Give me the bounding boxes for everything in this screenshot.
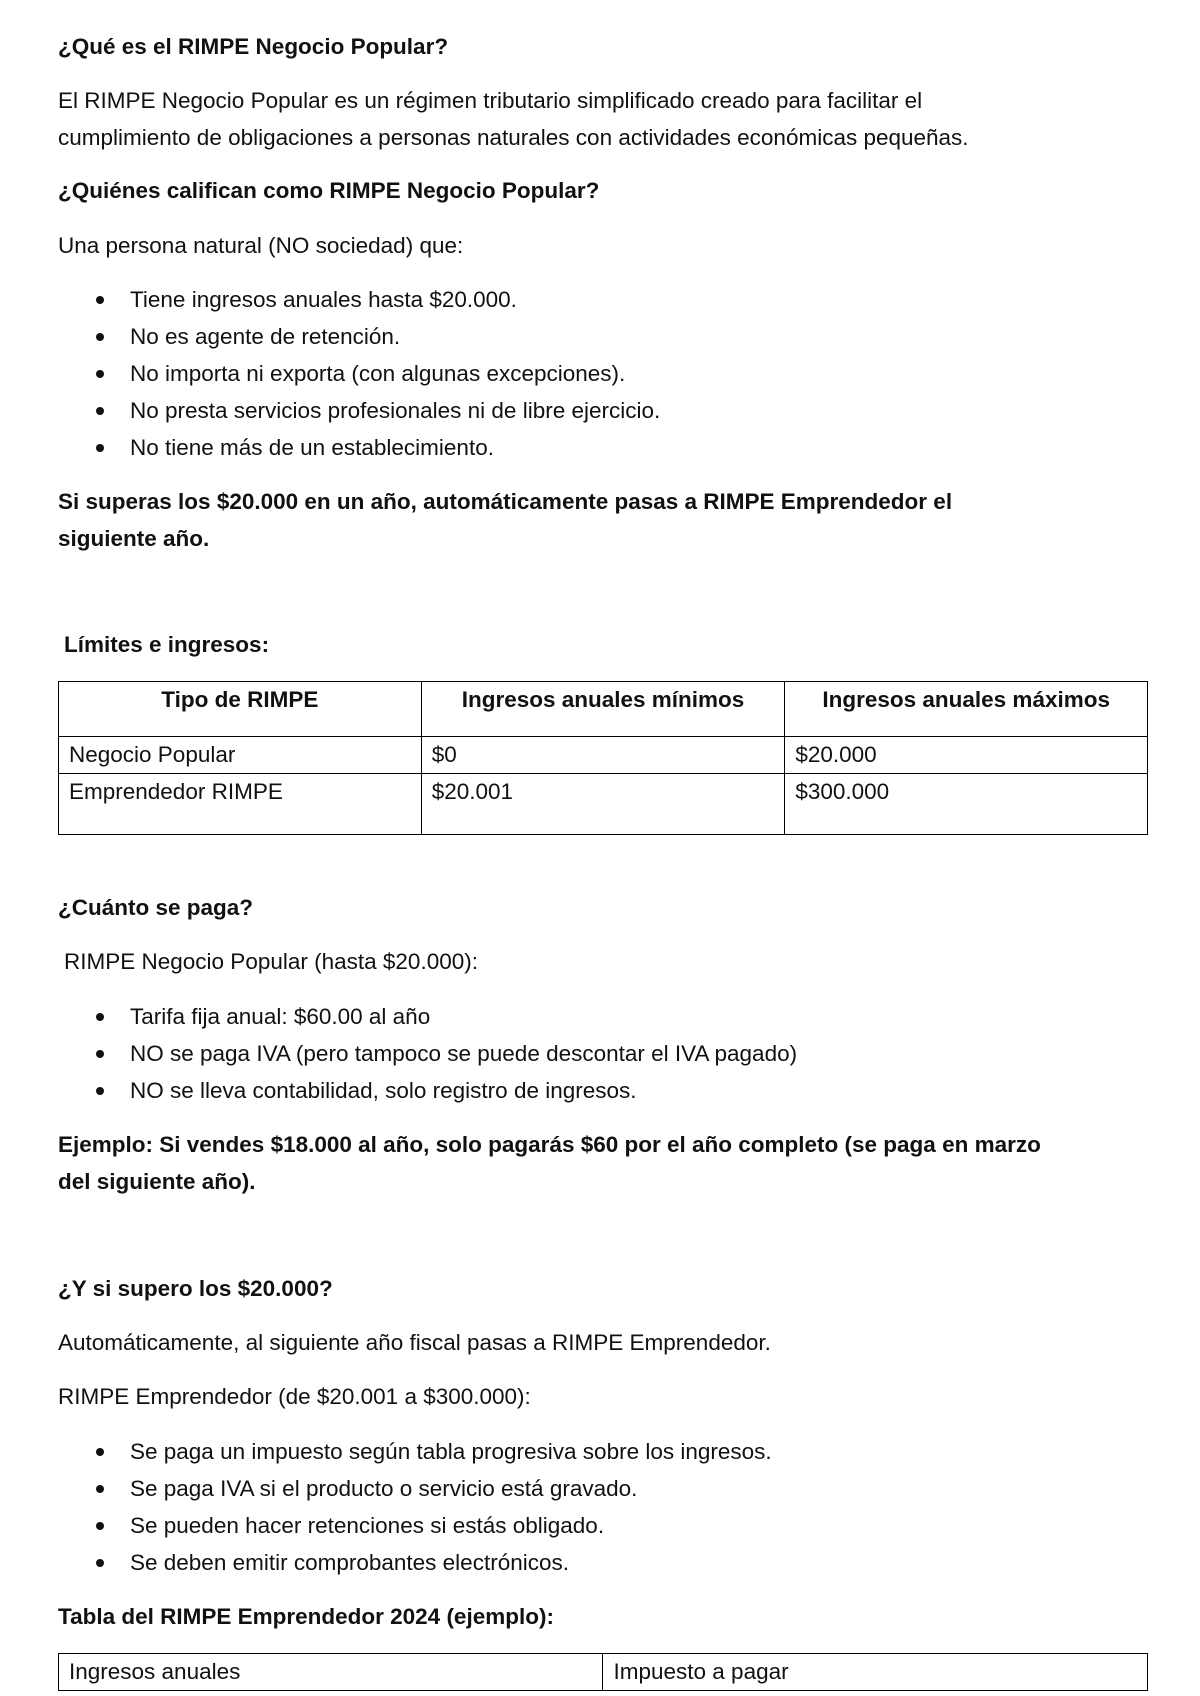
paragraph-rimpe-emprendedor: RIMPE Emprendedor (de $20.001 a $300.000): (58, 1384, 531, 1409)
heading-cuanto-se-paga: ¿Cuánto se paga? (58, 895, 254, 920)
table-cell: Emprendedor RIMPE (59, 774, 422, 835)
heading-tabla-emprendedor: Tabla del RIMPE Emprendedor 2024 (ejemplo): (58, 1604, 554, 1629)
table-cell: Impuesto a pagar (603, 1654, 1148, 1691)
list-item: Se paga IVA si el producto o servicio está gravado. (130, 1470, 637, 1507)
table-cell: Negocio Popular (59, 737, 422, 774)
list-item: No importa ni exporta (con algunas excepciones). (130, 355, 625, 392)
table-cell: $0 (421, 737, 785, 774)
emprendedor-table (58, 1653, 1148, 1691)
paragraph-definition-line-2: cumplimiento de obligaciones a personas naturales con actividades económicas pequeñas. (58, 125, 969, 150)
table-cell: $20.001 (421, 774, 785, 835)
list-item: Tarifa fija anual: $60.00 al año (130, 998, 430, 1035)
example-line-2: del siguiente año). (58, 1169, 256, 1194)
limits-table (58, 681, 1148, 835)
table-header-row (59, 682, 1148, 737)
list-item: NO se lleva contabilidad, solo registro de ingresos. (130, 1072, 637, 1109)
heading-quienes-califican: ¿Quiénes califican como RIMPE Negocio Popular? (58, 178, 600, 203)
paragraph-negocio-popular: RIMPE Negocio Popular (hasta $20.000): (64, 949, 478, 974)
note-line-2: siguiente año. (58, 526, 210, 551)
table-cell: $300.000 (785, 774, 1148, 835)
table-row (59, 774, 1148, 835)
table-header-cell: Ingresos anuales máximos (785, 682, 1148, 737)
heading-si-supero: ¿Y si supero los $20.000? (58, 1276, 333, 1301)
table-row (59, 1654, 1148, 1691)
note-line-1: Si superas los $20.000 en un año, automáticamente pasas a RIMPE Emprendedor el (58, 489, 953, 514)
list-item: Se pueden hacer retenciones si estás obligado. (130, 1507, 604, 1544)
list-item: Tiene ingresos anuales hasta $20.000. (130, 281, 517, 318)
list-item: No es agente de retención. (130, 318, 400, 355)
table-cell: Ingresos anuales (59, 1654, 603, 1691)
paragraph-definition-line-1: El RIMPE Negocio Popular es un régimen tributario simplificado creado para facilitar el (58, 88, 923, 113)
paragraph-automaticamente: Automáticamente, al siguiente año fiscal pasas a RIMPE Emprendedor. (58, 1330, 771, 1355)
list-item: Se deben emitir comprobantes electrónicos. (130, 1544, 569, 1581)
list-item: No tiene más de un establecimiento. (130, 429, 494, 466)
example-line-1: Ejemplo: Si vendes $18.000 al año, solo pagarás $60 por el año completo (se paga en marzo (58, 1132, 1041, 1157)
heading-que-es: ¿Qué es el RIMPE Negocio Popular? (58, 34, 449, 59)
list-item: Se paga un impuesto según tabla progresiva sobre los ingresos. (130, 1433, 772, 1470)
table-header-cell: Tipo de RIMPE (59, 682, 422, 737)
list-item: NO se paga IVA (pero tampoco se puede descontar el IVA pagado) (130, 1035, 797, 1072)
table-row (59, 737, 1148, 774)
table-cell: $20.000 (785, 737, 1148, 774)
heading-limites: Límites e ingresos: (64, 632, 270, 657)
list-item: No presta servicios profesionales ni de libre ejercicio. (130, 392, 660, 429)
table-header-cell: Ingresos anuales mínimos (421, 682, 785, 737)
paragraph-intro-persona: Una persona natural (NO sociedad) que: (58, 233, 464, 258)
